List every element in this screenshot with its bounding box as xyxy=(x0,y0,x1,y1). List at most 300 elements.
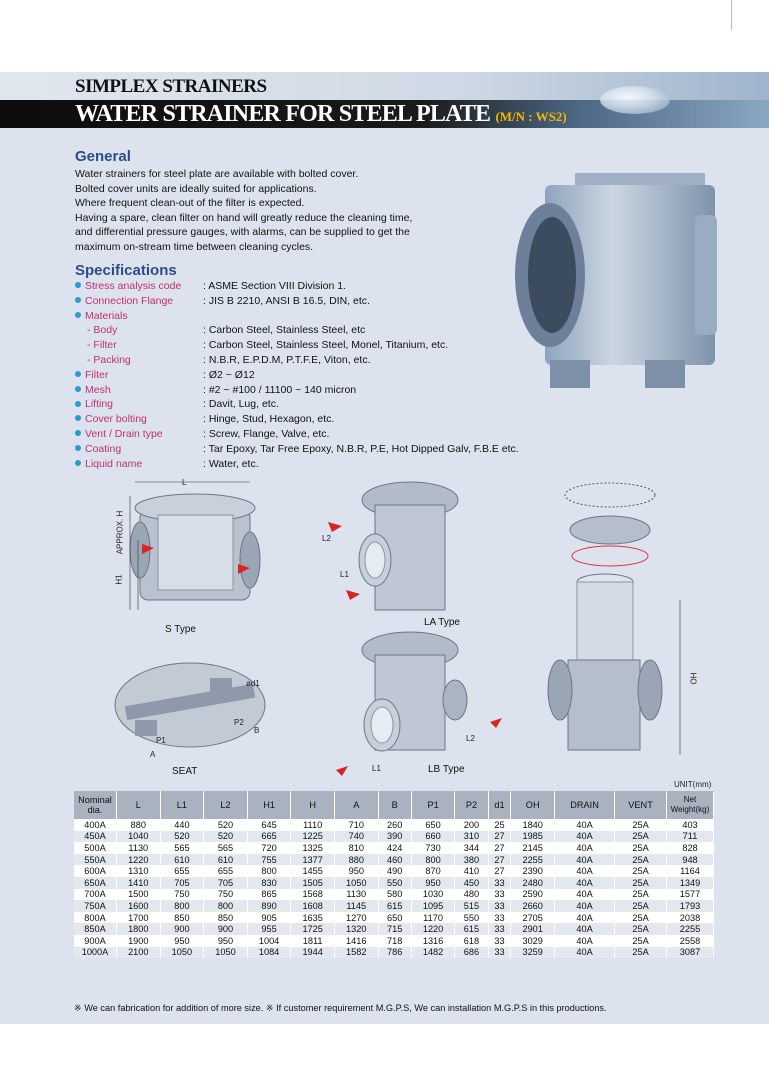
table-cell: 1325 xyxy=(291,842,335,854)
table-cell: 2255 xyxy=(667,923,714,935)
la-type-caption: LA Type xyxy=(424,617,460,628)
table-cell: 880 xyxy=(117,819,161,831)
table-cell: 950 xyxy=(411,877,455,889)
table-cell: 1050 xyxy=(160,947,204,959)
spec-label-text: Coating xyxy=(85,442,122,455)
table-cell: 40A xyxy=(554,935,614,947)
table-cell: 1410 xyxy=(117,877,161,889)
table-cell: 655 xyxy=(160,865,204,877)
dim-l2-la: L2 xyxy=(322,534,331,543)
table-cell: 580 xyxy=(378,889,411,901)
spec-value: : Davit, Lug, etc. xyxy=(203,398,279,411)
table-row xyxy=(74,912,714,924)
table-cell: 33 xyxy=(488,935,511,947)
table-cell: 2038 xyxy=(667,912,714,924)
table-cell: 2255 xyxy=(511,854,555,866)
table-row xyxy=(74,842,714,854)
table-cell: 3259 xyxy=(511,947,555,959)
spec-label xyxy=(75,280,181,292)
table-cell: 705 xyxy=(160,877,204,889)
lb-type-caption: LB Type xyxy=(428,764,465,775)
col-header: DRAIN xyxy=(554,791,614,819)
seat-caption: SEAT xyxy=(172,766,198,777)
spec-label xyxy=(75,339,117,351)
table-cell: 900 xyxy=(204,923,248,935)
col-header: P2 xyxy=(455,791,488,819)
table-cell: 25A xyxy=(615,831,667,843)
table-cell: 1725 xyxy=(291,923,335,935)
spec-value: : #2 ~ #100 / 11100 ~ 140 micron xyxy=(203,383,357,396)
table-cell: 1316 xyxy=(411,935,455,947)
table-cell: 1349 xyxy=(667,877,714,889)
s-type-caption: S Type xyxy=(165,624,196,635)
table-cell: 1220 xyxy=(411,923,455,935)
spec-value: : Carbon Steel, Stainless Steel, Monel, Titanium, etc. xyxy=(203,339,449,352)
table-cell: 33 xyxy=(488,889,511,901)
table-cell: 500A xyxy=(74,842,117,854)
spec-label xyxy=(75,413,147,425)
table-row xyxy=(74,819,714,831)
table-cell: 1416 xyxy=(334,935,378,947)
table-cell: 27 xyxy=(488,842,511,854)
spec-label xyxy=(75,295,173,307)
table-cell: 33 xyxy=(488,923,511,935)
table-cell: 1700 xyxy=(117,912,161,924)
table-cell: 550 xyxy=(455,912,488,924)
spec-value: : Ø2 ~ Ø12 xyxy=(203,368,255,381)
col-header: OH xyxy=(511,791,555,819)
table-cell: 660 xyxy=(411,831,455,843)
bullet-icon xyxy=(75,401,81,407)
dim-h: APPROX. H xyxy=(115,510,125,555)
col-header: L2 xyxy=(204,791,248,819)
table-cell: 900A xyxy=(74,935,117,947)
table-cell: 1000A xyxy=(74,947,117,959)
table-cell: 25 xyxy=(488,819,511,831)
table-cell: 25A xyxy=(615,854,667,866)
table-cell: 650 xyxy=(411,819,455,831)
spec-label-text: Connection Flange xyxy=(85,294,174,307)
table-row xyxy=(74,923,714,935)
table-cell: 1600 xyxy=(117,900,161,912)
table-cell: 515 xyxy=(455,900,488,912)
spec-label xyxy=(75,369,108,381)
spec-label xyxy=(75,324,117,336)
table-cell: 424 xyxy=(378,842,411,854)
table-cell: 450 xyxy=(455,877,488,889)
spec-value: : JIS B 2210, ANSI B 16.5, DIN, etc. xyxy=(203,294,370,307)
table-cell: 900 xyxy=(160,923,204,935)
table-cell: 40A xyxy=(554,900,614,912)
col-header: L1 xyxy=(160,791,204,819)
table-cell: 390 xyxy=(378,831,411,843)
table-cell: 40A xyxy=(554,865,614,877)
table-cell: 718 xyxy=(378,935,411,947)
table-cell: 1145 xyxy=(334,900,378,912)
spec-value: : ASME Section VIII Division 1. xyxy=(203,280,346,292)
col-header: H xyxy=(291,791,335,819)
table-cell: 1130 xyxy=(334,889,378,901)
general-paragraph xyxy=(75,167,515,255)
bullet-icon xyxy=(75,386,81,392)
table-row xyxy=(74,877,714,889)
table-cell: 880 xyxy=(334,854,378,866)
col-header: P1 xyxy=(411,791,455,819)
general-line: Where frequent clean-out of the filter is expected. xyxy=(75,197,305,210)
table-cell: 618 xyxy=(455,935,488,947)
table-cell: 25A xyxy=(615,923,667,935)
col-header: L xyxy=(117,791,161,819)
table-cell: 850A xyxy=(74,923,117,935)
dim-oh: OH xyxy=(689,672,699,685)
table-cell: 40A xyxy=(554,842,614,854)
bullet-icon xyxy=(75,445,81,451)
table-cell: 870 xyxy=(411,865,455,877)
spec-label xyxy=(75,384,111,396)
bullet-icon xyxy=(75,371,81,377)
col-header: A xyxy=(334,791,378,819)
spec-label-text: Cover bolting xyxy=(85,413,147,426)
table-cell: 615 xyxy=(455,923,488,935)
general-heading: General xyxy=(75,148,131,165)
table-cell: 344 xyxy=(455,842,488,854)
table-cell: 830 xyxy=(247,877,291,889)
spec-label xyxy=(75,458,142,470)
table-cell: 450A xyxy=(74,831,117,843)
table-cell: 550A xyxy=(74,854,117,866)
col-header: d1 xyxy=(488,791,511,819)
top-edge-line xyxy=(731,0,732,30)
dim-l2-lb: L2 xyxy=(466,734,475,743)
table-cell: 40A xyxy=(554,889,614,901)
table-cell: 1377 xyxy=(291,854,335,866)
table-cell: 615 xyxy=(378,900,411,912)
table-cell: 1270 xyxy=(334,912,378,924)
table-cell: 3087 xyxy=(667,947,714,959)
table-cell: 260 xyxy=(378,819,411,831)
table-cell: 1577 xyxy=(667,889,714,901)
bullet-icon xyxy=(75,460,81,466)
table-cell: 705 xyxy=(204,877,248,889)
table-cell: 565 xyxy=(204,842,248,854)
table-cell: 1900 xyxy=(117,935,161,947)
table-cell: 950 xyxy=(204,935,248,947)
bullet-icon xyxy=(75,282,81,288)
model-number: (M/N : WS2) xyxy=(495,109,567,124)
table-cell: 730 xyxy=(411,842,455,854)
strainer-photo xyxy=(505,155,725,395)
dim-d1: ød1 xyxy=(246,679,260,688)
table-cell: 890 xyxy=(247,900,291,912)
dash-marker: - xyxy=(87,324,94,337)
bullet-icon xyxy=(75,297,81,303)
spec-label-text: Materials xyxy=(85,309,128,322)
table-cell: 1505 xyxy=(291,877,335,889)
spec-value: : Screw, Flange, Valve, etc. xyxy=(203,428,330,440)
dash-marker: - xyxy=(87,354,94,366)
table-cell: 40A xyxy=(554,854,614,866)
la-type-drawing xyxy=(328,482,458,610)
col-header: Nominal dia. xyxy=(74,791,117,819)
table-cell: 25A xyxy=(615,900,667,912)
spec-value: : Water, etc. xyxy=(203,457,259,470)
table-cell: 25A xyxy=(615,935,667,947)
table-cell: 750 xyxy=(160,889,204,901)
table-cell: 403 xyxy=(667,819,714,831)
table-cell: 40A xyxy=(554,831,614,843)
table-cell: 33 xyxy=(488,912,511,924)
table-cell: 1635 xyxy=(291,912,335,924)
dim-h1: H1 xyxy=(114,574,124,585)
table-cell: 565 xyxy=(160,842,204,854)
table-cell: 25A xyxy=(615,947,667,959)
table-cell: 650A xyxy=(74,877,117,889)
table-cell: 800A xyxy=(74,912,117,924)
table-cell: 410 xyxy=(455,865,488,877)
table-cell: 800 xyxy=(247,865,291,877)
table-cell: 800 xyxy=(160,900,204,912)
table-cell: 1095 xyxy=(411,900,455,912)
table-cell: 2558 xyxy=(667,935,714,947)
table-cell: 1811 xyxy=(291,935,335,947)
lb-type-drawing xyxy=(336,632,502,776)
table-cell: 25A xyxy=(615,912,667,924)
dim-a: A xyxy=(150,750,156,759)
table-cell: 400A xyxy=(74,819,117,831)
spec-label xyxy=(75,398,113,410)
table-row xyxy=(74,889,714,901)
spec-label-text: Filter xyxy=(93,339,117,352)
table-cell: 850 xyxy=(204,912,248,924)
table-cell: 40A xyxy=(554,819,614,831)
table-cell: 27 xyxy=(488,865,511,877)
spec-label-text: Filter xyxy=(85,368,109,381)
spec-value: : Carbon Steel, Stainless Steel, etc xyxy=(203,324,366,337)
dim-l1-la: L1 xyxy=(340,570,349,579)
table-cell: 610 xyxy=(160,854,204,866)
dim-p2: P2 xyxy=(234,718,244,727)
table-cell: 1310 xyxy=(117,865,161,877)
table-cell: 2480 xyxy=(511,877,555,889)
spec-value: : Hinge, Stud, Hexagon, etc. xyxy=(203,413,335,426)
table-cell: 786 xyxy=(378,947,411,959)
spec-value: : Tar Epoxy, Tar Free Epoxy, N.B.R, P.E, Hot Dipped Galv, F.B.E etc. xyxy=(203,442,519,455)
table-cell: 1608 xyxy=(291,900,335,912)
table-cell: 711 xyxy=(667,831,714,843)
table-cell: 1455 xyxy=(291,865,335,877)
table-row xyxy=(74,831,714,843)
table-cell: 1050 xyxy=(204,947,248,959)
table-cell: 40A xyxy=(554,947,614,959)
s-type-drawing xyxy=(130,482,260,610)
table-cell: 800 xyxy=(204,900,248,912)
table-header-row xyxy=(74,791,714,819)
table-cell: 27 xyxy=(488,831,511,843)
table-cell: 1320 xyxy=(334,923,378,935)
table-cell: 700A xyxy=(74,889,117,901)
table-cell: 40A xyxy=(554,912,614,924)
table-cell: 2660 xyxy=(511,900,555,912)
table-cell: 2390 xyxy=(511,865,555,877)
table-cell: 686 xyxy=(455,947,488,959)
table-cell: 380 xyxy=(455,854,488,866)
dim-l1-lb: L1 xyxy=(372,764,381,773)
table-cell: 25A xyxy=(615,877,667,889)
table-row xyxy=(74,947,714,959)
table-cell: 1030 xyxy=(411,889,455,901)
table-cell: 1004 xyxy=(247,935,291,947)
table-cell: 610 xyxy=(204,854,248,866)
table-cell: 33 xyxy=(488,877,511,889)
table-cell: 1170 xyxy=(411,912,455,924)
table-cell: 25A xyxy=(615,842,667,854)
table-cell: 650 xyxy=(378,912,411,924)
dim-l: L xyxy=(182,478,187,487)
table-cell: 1164 xyxy=(667,865,714,877)
table-cell: 755 xyxy=(247,854,291,866)
general-line: Water strainers for steel plate are available with bolted cover. xyxy=(75,168,359,180)
table-cell: 27 xyxy=(488,854,511,866)
general-line: maximum on-stream time between cleaning cycles. xyxy=(75,240,314,253)
table-cell: 1130 xyxy=(117,842,161,854)
table-cell: 865 xyxy=(247,889,291,901)
table-cell: 200 xyxy=(455,819,488,831)
table-cell: 1985 xyxy=(511,831,555,843)
spec-label xyxy=(75,310,128,322)
table-cell: 25A xyxy=(615,865,667,877)
col-header: H1 xyxy=(247,791,291,819)
general-line: Bolted cover units are ideally suited for applications. xyxy=(75,182,317,195)
general-line: and differential pressure gauges, with alarms, can be supplied to get the xyxy=(75,226,410,239)
table-cell: 810 xyxy=(334,842,378,854)
water-drop-image xyxy=(600,86,670,114)
table-cell: 1084 xyxy=(247,947,291,959)
table-cell: 550 xyxy=(378,877,411,889)
table-cell: 715 xyxy=(378,923,411,935)
table-cell: 40A xyxy=(554,877,614,889)
table-cell: 1944 xyxy=(291,947,335,959)
spec-label-text: Stress analysis code xyxy=(85,280,182,292)
bullet-icon xyxy=(75,430,81,436)
table-cell: 850 xyxy=(160,912,204,924)
table-cell: 750A xyxy=(74,900,117,912)
table-cell: 2100 xyxy=(117,947,161,959)
table-cell: 950 xyxy=(160,935,204,947)
bullet-icon xyxy=(75,312,81,318)
table-cell: 710 xyxy=(334,819,378,831)
unit-note: UNIT(mm) xyxy=(674,780,712,789)
table-cell: 1840 xyxy=(511,819,555,831)
table-cell: 460 xyxy=(378,854,411,866)
table-cell: 520 xyxy=(204,831,248,843)
dim-b: B xyxy=(254,726,260,735)
col-header: B xyxy=(378,791,411,819)
table-cell: 800 xyxy=(411,854,455,866)
table-cell: 905 xyxy=(247,912,291,924)
table-cell: 25A xyxy=(615,819,667,831)
table-cell: 33 xyxy=(488,947,511,959)
table-cell: 25A xyxy=(615,889,667,901)
footnote: ※ We can fabrication for addition of more size. ※ If customer requirement M.G.P.S, We can installation M.G.P.S in this productions. xyxy=(74,1003,607,1013)
table-cell: 828 xyxy=(667,842,714,854)
table-cell: 1110 xyxy=(291,819,335,831)
table-cell: 310 xyxy=(455,831,488,843)
table-cell: 490 xyxy=(378,865,411,877)
spec-label xyxy=(75,354,131,366)
table-cell: 2145 xyxy=(511,842,555,854)
table-cell: 1800 xyxy=(117,923,161,935)
table-cell: 1793 xyxy=(667,900,714,912)
table-cell: 1225 xyxy=(291,831,335,843)
product-title-text: WATER STRAINER FOR STEEL PLATE xyxy=(75,101,491,127)
col-header: VENT xyxy=(615,791,667,819)
table-cell: 665 xyxy=(247,831,291,843)
table-cell: 520 xyxy=(204,819,248,831)
spec-label-text: Lifting xyxy=(85,398,114,411)
table-cell: 740 xyxy=(334,831,378,843)
dim-p1: P1 xyxy=(156,736,166,745)
spec-label xyxy=(75,428,163,440)
table-cell: 2590 xyxy=(511,889,555,901)
exploded-view-drawing xyxy=(548,483,680,755)
product-title xyxy=(75,101,567,128)
table-row xyxy=(74,935,714,947)
table-cell: 1568 xyxy=(291,889,335,901)
table-body xyxy=(74,819,714,958)
table-cell: 600A xyxy=(74,865,117,877)
table-cell: 33 xyxy=(488,900,511,912)
spec-table xyxy=(74,791,714,958)
table-cell: 520 xyxy=(160,831,204,843)
table-cell: 1582 xyxy=(334,947,378,959)
table-cell: 1482 xyxy=(411,947,455,959)
table-cell: 440 xyxy=(160,819,204,831)
table-cell: 480 xyxy=(455,889,488,901)
spec-label xyxy=(75,443,121,455)
col-header: Net Weight(kg) xyxy=(667,791,714,819)
table-cell: 955 xyxy=(247,923,291,935)
dash-marker: - xyxy=(87,339,94,352)
table-cell: 1500 xyxy=(117,889,161,901)
table-cell: 950 xyxy=(334,865,378,877)
table-row xyxy=(74,900,714,912)
spec-value: : N.B.R, E.P.D.M, P.T.F.E, Viton, etc. xyxy=(203,354,371,366)
table-row xyxy=(74,854,714,866)
spec-label-text: Vent / Drain type xyxy=(85,428,163,440)
spec-label-text: Liquid name xyxy=(85,457,143,470)
table-cell: 1220 xyxy=(117,854,161,866)
table-cell: 40A xyxy=(554,923,614,935)
table-cell: 750 xyxy=(204,889,248,901)
table-cell: 948 xyxy=(667,854,714,866)
spec-label-text: Body xyxy=(93,324,118,337)
spec-label-text: Packing xyxy=(93,354,131,366)
specifications-heading: Specifications xyxy=(75,262,177,279)
general-line: Having a spare, clean filter on hand will greatly reduce the cleaning time, xyxy=(75,211,413,224)
seat-drawing xyxy=(115,663,265,747)
table-cell: 1050 xyxy=(334,877,378,889)
table-cell: 655 xyxy=(204,865,248,877)
table-cell: 3029 xyxy=(511,935,555,947)
table-cell: 645 xyxy=(247,819,291,831)
table-cell: 1040 xyxy=(117,831,161,843)
table-row xyxy=(74,865,714,877)
bullet-icon xyxy=(75,415,81,421)
series-title: SIMPLEX STRAINERS xyxy=(75,76,267,97)
table-cell: 2901 xyxy=(511,923,555,935)
spec-label-text: Mesh xyxy=(85,383,111,396)
table-cell: 720 xyxy=(247,842,291,854)
